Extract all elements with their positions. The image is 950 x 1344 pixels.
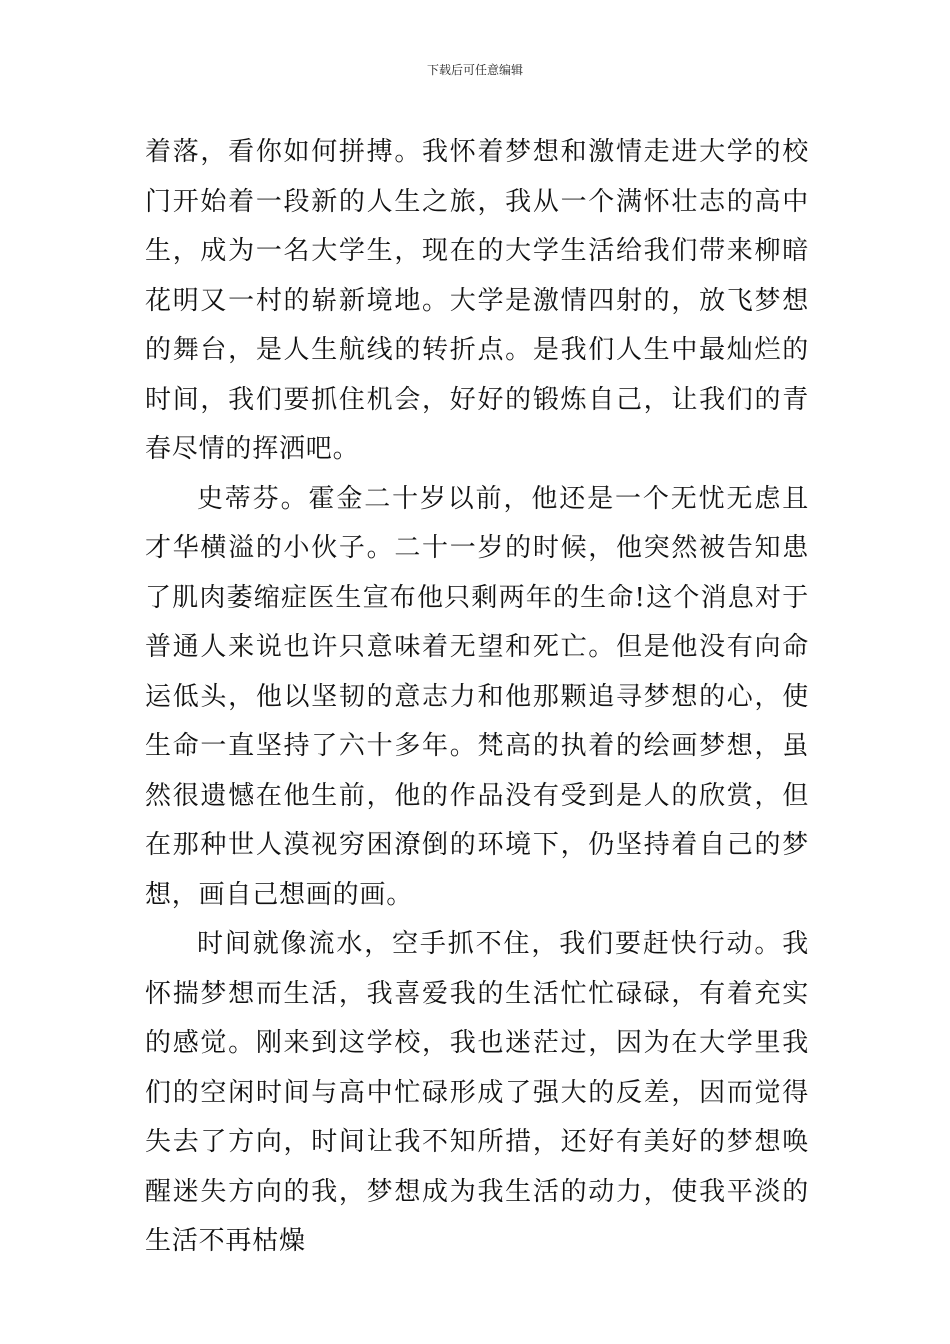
paragraph-2: 史蒂芬。霍金二十岁以前，他还是一个无忧无虑且才华横溢的小伙子。二十一岁的时候，他突然被告知患了肌肉萎缩症医生宣布他只剩两年的生命!这个消息对于普通人来说也许只意味着无望和死亡。但是他没有向命运低头，他以坚韧的意志力和他那颗追寻梦想的心，使生命一直坚持了六十多年。梵高的执着的绘画梦想，虽然很遗憾在他生前，他的作品没有受到是人的欣赏，但在那种世人漠视穷困潦倒的环境下，仍坚持着自己的梦想，画自己想画的画。 <box>145 483 809 910</box>
page-header-note: 下载后可任意编辑 <box>426 63 523 77</box>
document-body <box>145 128 809 1267</box>
paragraph-3: 时间就像流水，空手抓不住，我们要赶快行动。我怀揣梦想而生活，我喜爱我的生活忙忙碌碌，有着充实的感觉。刚来到这学校，我也迷茫过，因为在大学里我们的空闲时间与高中忙碌形成了强大的反差，因而觉得失去了方向，时间让我不知所措，还好有美好的梦想唤醒迷失方向的我，梦想成为我生活的动力，使我平淡的生活不再枯燥 <box>145 929 809 1256</box>
paragraph-1: 着落，看你如何拼搏。我怀着梦想和激情走进大学的校门开始着一段新的人生之旅，我从一个满怀壮志的高中生，成为一名大学生，现在的大学生活给我们带来柳暗花明又一村的崭新境地。大学是激情四射的，放飞梦想的舞台，是人生航线的转折点。是我们人生中最灿烂的时间，我们要抓住机会，好好的锻炼自己，让我们的青春尽情的挥洒吧。 <box>145 137 809 464</box>
